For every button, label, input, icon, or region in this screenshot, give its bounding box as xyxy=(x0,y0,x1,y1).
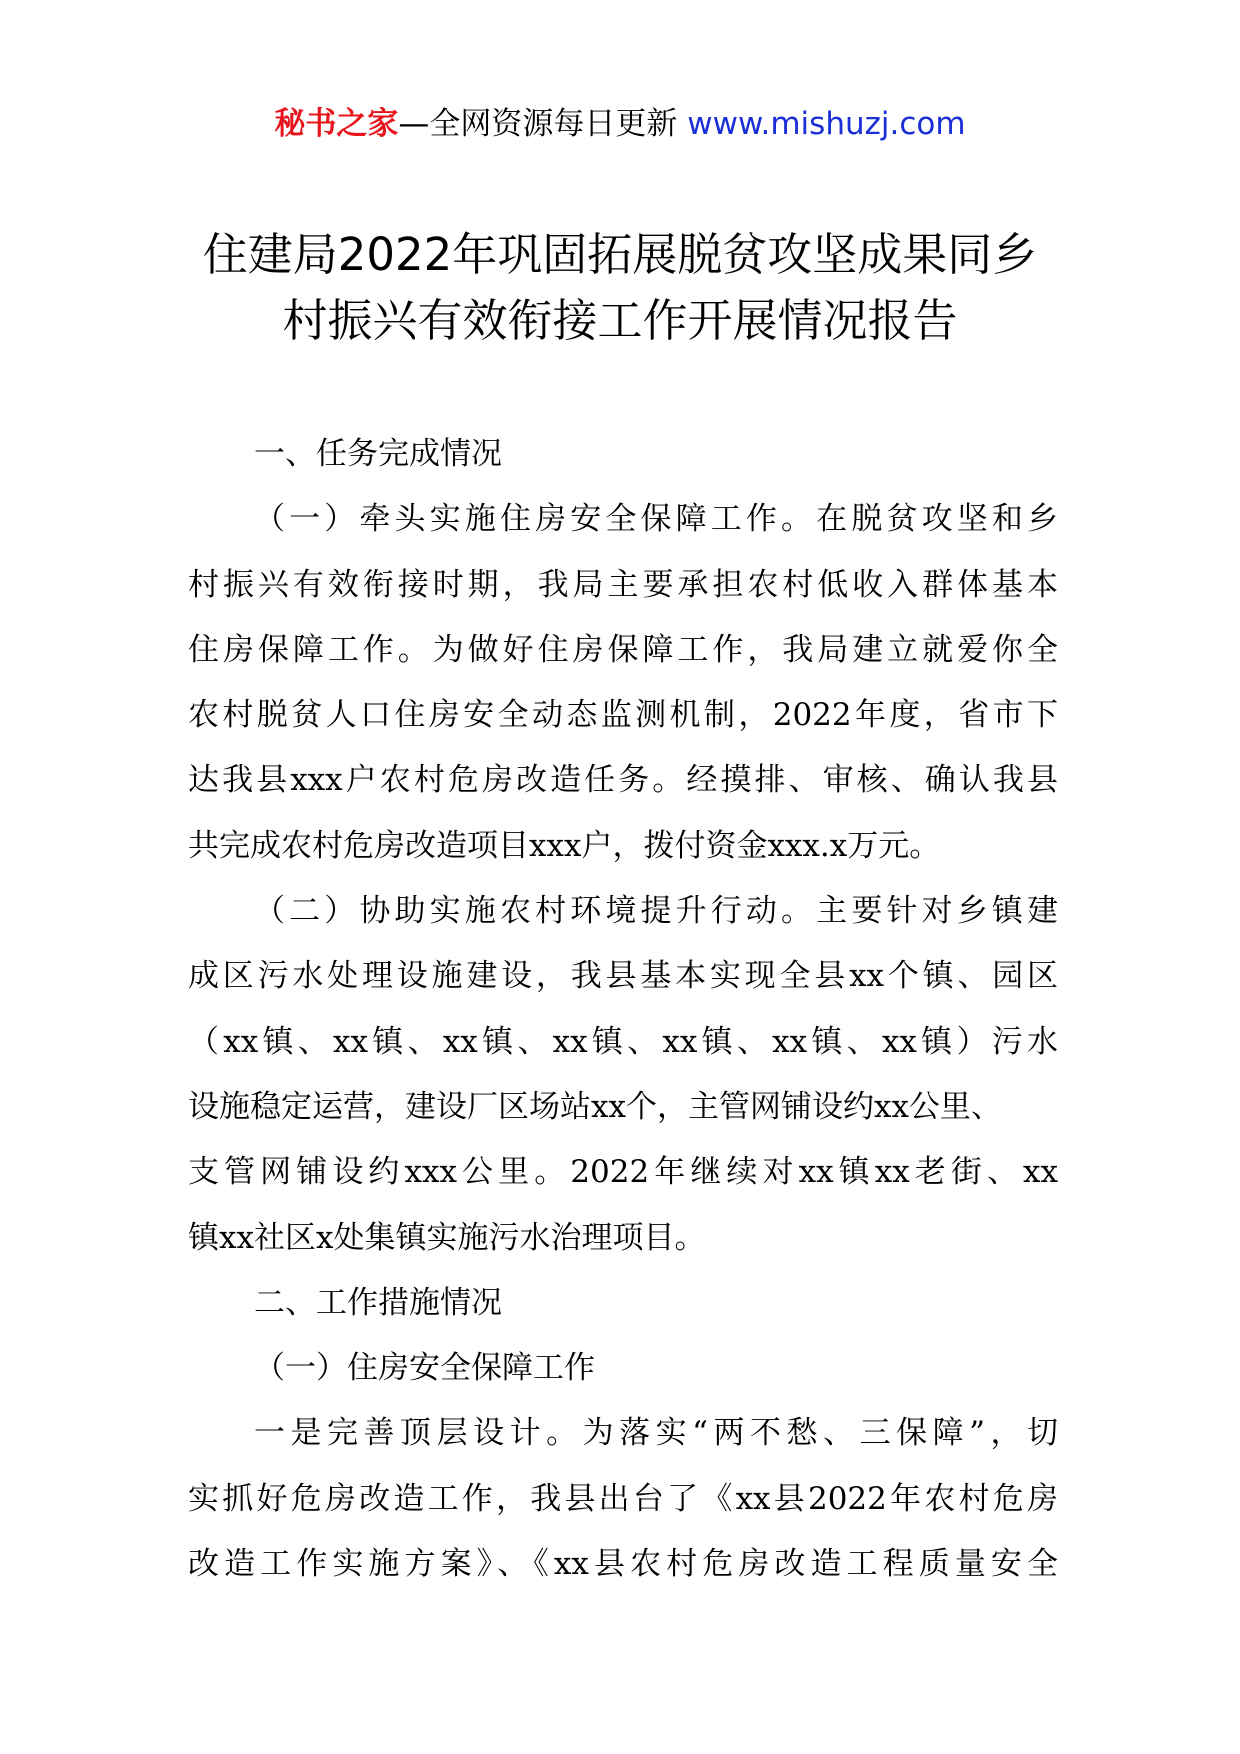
paragraph-line: 农村脱贫人口住房安全动态监测机制，2022年度，省市下 xyxy=(188,697,1058,734)
brand-name: 秘书之家 xyxy=(274,106,399,142)
section-heading-1: 一、任务完成情况 xyxy=(254,436,502,472)
paragraph-line: 设施稳定运营，建设厂区场站xx个，主管网铺设约xx公里、 xyxy=(188,1088,1002,1125)
site-banner xyxy=(0,102,1240,146)
paragraph-line: 支管网铺设约xxx公里。2022年继续对xx镇xx老街、xx xyxy=(188,1154,1058,1191)
paragraph-line: 实抓好危房改造工作，我县出台了《xx县2022年农村危房 xyxy=(188,1480,1058,1517)
paragraph-line: 共完成农村危房改造项目xxx户，拨付资金xxx.x万元。 xyxy=(188,827,941,864)
paragraph-line: （xx镇、xx镇、xx镇、xx镇、xx镇、xx镇、xx镇）污水 xyxy=(188,1023,1058,1060)
paragraph-line: 达我县xxx户农村危房改造任务。经摸排、审核、确认我县 xyxy=(188,762,1058,799)
site-url-link[interactable]: www.mishuzj.com xyxy=(687,106,966,142)
paragraph-line: （二）协助实施农村环境提升行动。主要针对乡镇建 xyxy=(254,893,1058,930)
paragraph-line: 住房保障工作。为做好住房保障工作，我局建立就爱你全 xyxy=(188,631,1058,668)
paragraph-line: 改造工作实施方案》、《xx县农村危房改造工程质量安全 xyxy=(188,1546,1058,1583)
document-body xyxy=(188,422,1058,1597)
subsection-heading: （一）住房安全保障工作 xyxy=(254,1350,595,1387)
paragraph-line: 村振兴有效衔接时期，我局主要承担农村低收入群体基本 xyxy=(188,566,1058,603)
document-title xyxy=(150,222,1090,354)
paragraph-line: 成区污水处理设施建设，我县基本实现全县xx个镇、园区 xyxy=(188,958,1058,995)
title-line-2: 村振兴有效衔接工作开展情况报告 xyxy=(282,294,958,347)
section-heading-2: 二、工作措施情况 xyxy=(254,1284,502,1321)
banner-slogan: —全网资源每日更新 xyxy=(398,106,688,142)
paragraph-line: 镇xx社区x处集镇实施污水治理项目。 xyxy=(188,1219,706,1256)
paragraph-line: 一是完善顶层设计。为落实“两不愁、三保障”，切 xyxy=(254,1415,1058,1452)
paragraph-line: （一）牵头实施住房安全保障工作。在脱贫攻坚和乡 xyxy=(254,501,1058,538)
title-line-1: 住建局2022年巩固拓展脱贫攻坚成果同乡 xyxy=(202,228,1038,281)
